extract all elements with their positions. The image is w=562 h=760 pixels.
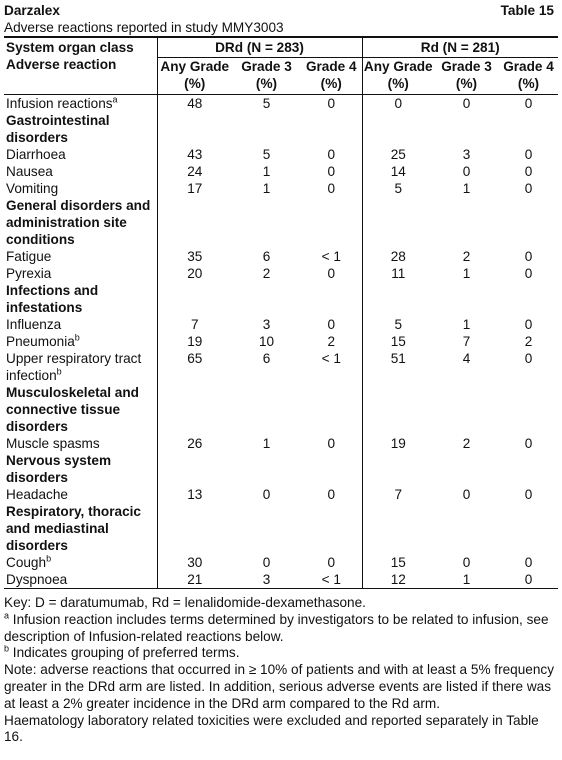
empty-cell bbox=[301, 197, 362, 248]
subheader-cell bbox=[499, 58, 558, 95]
subheader-cell bbox=[157, 58, 232, 95]
value-cell: 0 bbox=[462, 555, 471, 570]
footnote-a-text: Infusion reaction includes terms determined by investigators to be related to infusion, see description of Infusion-related reactions below. bbox=[4, 611, 549, 644]
value-cell: 0 bbox=[462, 487, 471, 502]
category-row bbox=[4, 282, 558, 316]
value-cell: 2 bbox=[327, 334, 336, 349]
empty-cell bbox=[434, 503, 499, 554]
reaction-cell bbox=[4, 265, 157, 282]
value-cell: 0 bbox=[262, 555, 271, 570]
value-cell: 3 bbox=[462, 147, 471, 162]
value-cell: 0 bbox=[524, 181, 533, 196]
footnote-marker: b bbox=[74, 332, 80, 343]
value-cell: 65 bbox=[157, 350, 232, 384]
reaction-label: Nausea bbox=[6, 164, 53, 179]
reaction-label: Upper respiratory tract infection bbox=[6, 351, 142, 383]
group-header-rd: Rd (N = 281) bbox=[362, 37, 558, 58]
value-cell: 1 bbox=[262, 181, 271, 196]
value-cell: 1 bbox=[262, 164, 271, 179]
value-cell: 1 bbox=[462, 181, 471, 196]
reaction-cell bbox=[4, 486, 157, 503]
reaction-label: Cough bbox=[6, 555, 47, 570]
footnote-marker: a bbox=[112, 94, 118, 105]
footnote-note: Note: adverse reactions that occurred in ≥ 10% of patients and with at least a 5% frequency greater in the DRd arm are listed. In addition, serious adverse events are listed if there was at least a 2% greater incidence in the DRd arm compared to the Rd arm. bbox=[4, 662, 555, 711]
empty-cell bbox=[434, 384, 499, 435]
category-label: General disorders and administration site conditions bbox=[6, 198, 151, 247]
value-cell: 0 bbox=[327, 164, 336, 179]
subheader-label: Grade 3 bbox=[241, 59, 292, 74]
reaction-label: Fatigue bbox=[6, 249, 52, 264]
value-cell: 43 bbox=[157, 146, 232, 163]
value-cell: 5 bbox=[362, 180, 434, 197]
value-cell: 0 bbox=[524, 572, 533, 587]
subheader-label: Any Grade bbox=[160, 59, 230, 74]
subheader-unit: (%) bbox=[184, 76, 206, 91]
empty-cell bbox=[499, 197, 558, 248]
value-cell: 3 bbox=[262, 572, 271, 587]
value-cell: 51 bbox=[362, 350, 434, 384]
value-cell: 35 bbox=[157, 248, 232, 265]
value-cell: 15 bbox=[362, 333, 434, 350]
subheader-label: Grade 4 bbox=[305, 59, 357, 74]
empty-cell bbox=[362, 384, 434, 435]
subheader-cell bbox=[301, 58, 362, 95]
table-row bbox=[4, 180, 558, 197]
empty-cell bbox=[232, 282, 301, 316]
reaction-cell bbox=[4, 248, 157, 265]
table-row bbox=[4, 248, 558, 265]
category-row bbox=[4, 503, 558, 554]
empty-cell bbox=[434, 282, 499, 316]
empty-cell bbox=[157, 384, 232, 435]
footnote-b-marker: b bbox=[4, 643, 10, 654]
reaction-cell bbox=[4, 350, 157, 384]
reaction-label: Diarrhoea bbox=[6, 147, 66, 162]
reaction-cell bbox=[4, 571, 157, 589]
empty-cell bbox=[157, 503, 232, 554]
value-cell: 2 bbox=[262, 266, 271, 281]
value-cell: 10 bbox=[258, 334, 275, 349]
subheader-cell bbox=[362, 58, 434, 95]
reaction-cell bbox=[4, 554, 157, 571]
value-cell: 2 bbox=[462, 249, 471, 264]
reaction-label: Pyrexia bbox=[6, 266, 52, 281]
value-cell: 0 bbox=[327, 487, 336, 502]
reaction-cell bbox=[4, 146, 157, 163]
reaction-cell bbox=[4, 180, 157, 197]
category-label: Infections and infestations bbox=[6, 283, 99, 315]
reaction-label: Dyspnoea bbox=[6, 572, 68, 587]
category-row bbox=[4, 384, 558, 435]
value-cell: 0 bbox=[524, 487, 533, 502]
value-cell: 6 bbox=[262, 249, 271, 264]
value-cell: 0 bbox=[524, 96, 533, 111]
value-cell: 30 bbox=[157, 554, 232, 571]
value-cell: 0 bbox=[462, 164, 471, 179]
value-cell: 0 bbox=[524, 147, 533, 162]
value-cell: 0 bbox=[327, 96, 336, 111]
subheader-label: Any Grade bbox=[363, 59, 433, 74]
reaction-cell bbox=[4, 95, 157, 113]
column-header-soc-title: System organ class bbox=[6, 40, 134, 55]
subheader-cell bbox=[434, 58, 499, 95]
value-cell: 0 bbox=[524, 164, 533, 179]
value-cell: 19 bbox=[157, 333, 232, 350]
value-cell: 19 bbox=[362, 435, 434, 452]
value-cell: 48 bbox=[157, 95, 232, 113]
value-cell: 0 bbox=[524, 266, 533, 281]
reaction-cell bbox=[4, 163, 157, 180]
subheader-cell bbox=[232, 58, 301, 95]
category-row bbox=[4, 197, 558, 248]
empty-cell bbox=[301, 452, 362, 486]
value-cell: 0 bbox=[524, 555, 533, 570]
value-cell: 11 bbox=[362, 265, 434, 282]
column-header-soc-subtitle: Adverse reaction bbox=[6, 57, 117, 72]
table-row bbox=[4, 554, 558, 571]
table-row bbox=[4, 486, 558, 503]
value-cell: < 1 bbox=[321, 572, 341, 587]
value-cell: 28 bbox=[362, 248, 434, 265]
value-cell: 15 bbox=[362, 554, 434, 571]
empty-cell bbox=[362, 503, 434, 554]
reaction-label: Headache bbox=[6, 487, 68, 502]
table-row bbox=[4, 316, 558, 333]
adverse-reactions-table bbox=[4, 36, 558, 589]
value-cell: 21 bbox=[157, 571, 232, 589]
footnote-haematology: Haematology laboratory related toxicities were excluded and reported separately in Table 16. bbox=[4, 712, 539, 745]
reaction-cell bbox=[4, 333, 157, 350]
empty-cell bbox=[499, 112, 558, 146]
value-cell: 1 bbox=[462, 572, 471, 587]
empty-cell bbox=[157, 112, 232, 146]
group-header-drd: DRd (N = 283) bbox=[157, 37, 362, 58]
value-cell: 24 bbox=[157, 163, 232, 180]
subheader-unit: (%) bbox=[255, 76, 278, 91]
footnotes bbox=[4, 589, 558, 746]
value-cell: 20 bbox=[157, 265, 232, 282]
category-label: Respiratory, thoracic and mediastinal disorders bbox=[6, 504, 141, 553]
value-cell: 0 bbox=[462, 96, 471, 111]
empty-cell bbox=[434, 197, 499, 248]
footnote-b-text: Indicates grouping of preferred terms. bbox=[9, 645, 240, 661]
value-cell: 1 bbox=[462, 317, 471, 332]
subheader-unit: (%) bbox=[517, 76, 540, 91]
table-row bbox=[4, 571, 558, 589]
value-cell: 1 bbox=[262, 436, 271, 451]
table-row bbox=[4, 95, 558, 113]
reaction-label: Vomiting bbox=[6, 181, 59, 196]
reaction-label: Influenza bbox=[6, 317, 62, 332]
value-cell: 2 bbox=[524, 334, 533, 349]
empty-cell bbox=[232, 197, 301, 248]
value-cell: 0 bbox=[362, 95, 434, 113]
value-cell: 25 bbox=[362, 146, 434, 163]
category-label: Musculoskeletal and connective tissue disorders bbox=[6, 385, 139, 434]
table-row bbox=[4, 163, 558, 180]
value-cell: 0 bbox=[524, 436, 533, 451]
value-cell: 1 bbox=[462, 266, 471, 281]
footnote-key: Key: D = daratumumab, Rd = lenalidomide-dexamethasone. bbox=[4, 595, 366, 610]
empty-cell bbox=[499, 282, 558, 316]
category-row bbox=[4, 112, 558, 146]
value-cell: 7 bbox=[462, 334, 471, 349]
empty-cell bbox=[301, 112, 362, 146]
subheader-label: Grade 3 bbox=[441, 59, 492, 74]
empty-cell bbox=[232, 384, 301, 435]
subheader-unit: (%) bbox=[387, 76, 409, 91]
value-cell: 0 bbox=[327, 555, 336, 570]
category-label: Nervous system disorders bbox=[6, 453, 112, 485]
footnote-a-marker: a bbox=[4, 610, 10, 621]
table-row bbox=[4, 146, 558, 163]
table-subtitle: Adverse reactions reported in study MMY3003 bbox=[4, 20, 284, 35]
brand-name: Darzalex bbox=[4, 3, 60, 18]
value-cell: 0 bbox=[327, 266, 336, 281]
empty-cell bbox=[157, 452, 232, 486]
empty-cell bbox=[232, 112, 301, 146]
empty-cell bbox=[232, 452, 301, 486]
document-page bbox=[4, 0, 558, 746]
table-row bbox=[4, 350, 558, 384]
value-cell: 0 bbox=[327, 147, 336, 162]
empty-cell bbox=[301, 384, 362, 435]
table-row bbox=[4, 333, 558, 350]
empty-cell bbox=[362, 112, 434, 146]
value-cell: 0 bbox=[327, 181, 336, 196]
footnote-a bbox=[4, 612, 558, 646]
empty-cell bbox=[434, 452, 499, 486]
empty-cell bbox=[362, 282, 434, 316]
document-header bbox=[4, 2, 558, 36]
subheader-unit: (%) bbox=[320, 76, 342, 91]
reaction-label: Muscle spasms bbox=[6, 436, 100, 451]
reaction-cell bbox=[4, 316, 157, 333]
empty-cell bbox=[301, 503, 362, 554]
value-cell: 0 bbox=[262, 487, 271, 502]
footnote-b bbox=[4, 645, 558, 662]
empty-cell bbox=[362, 197, 434, 248]
table-number: Table 15 bbox=[500, 3, 554, 18]
column-header-soc bbox=[4, 37, 157, 95]
value-cell: 4 bbox=[462, 351, 471, 366]
value-cell: 0 bbox=[524, 317, 533, 332]
value-cell: 12 bbox=[362, 571, 434, 589]
value-cell: 17 bbox=[157, 180, 232, 197]
empty-cell bbox=[499, 384, 558, 435]
value-cell: 0 bbox=[327, 317, 336, 332]
empty-cell bbox=[499, 452, 558, 486]
value-cell: 5 bbox=[362, 316, 434, 333]
value-cell: 0 bbox=[524, 351, 533, 366]
footnote-marker: b bbox=[56, 366, 62, 377]
empty-cell bbox=[362, 452, 434, 486]
footnote-marker: b bbox=[46, 553, 52, 564]
value-cell: 5 bbox=[262, 147, 271, 162]
empty-cell bbox=[434, 112, 499, 146]
value-cell: 26 bbox=[157, 435, 232, 452]
empty-cell bbox=[301, 282, 362, 316]
value-cell: 0 bbox=[327, 436, 336, 451]
subheader-unit: (%) bbox=[455, 76, 478, 91]
reaction-cell bbox=[4, 435, 157, 452]
empty-cell bbox=[157, 197, 232, 248]
empty-cell bbox=[157, 282, 232, 316]
value-cell: < 1 bbox=[321, 249, 341, 264]
value-cell: 2 bbox=[462, 436, 471, 451]
value-cell: 14 bbox=[362, 163, 434, 180]
table-row bbox=[4, 265, 558, 282]
table-row bbox=[4, 435, 558, 452]
category-label: Gastrointestinal disorders bbox=[6, 113, 110, 145]
category-row bbox=[4, 452, 558, 486]
value-cell: 7 bbox=[362, 486, 434, 503]
reaction-label: Infusion reactions bbox=[6, 96, 113, 111]
empty-cell bbox=[232, 503, 301, 554]
value-cell: 7 bbox=[157, 316, 232, 333]
value-cell: 13 bbox=[157, 486, 232, 503]
value-cell: < 1 bbox=[321, 351, 341, 366]
value-cell: 3 bbox=[262, 317, 271, 332]
empty-cell bbox=[499, 503, 558, 554]
value-cell: 6 bbox=[262, 351, 271, 366]
reaction-label: Pneumonia bbox=[6, 334, 75, 349]
subheader-label: Grade 4 bbox=[503, 59, 554, 74]
table-body bbox=[4, 95, 558, 589]
value-cell: 5 bbox=[262, 96, 271, 111]
value-cell: 0 bbox=[524, 249, 533, 264]
